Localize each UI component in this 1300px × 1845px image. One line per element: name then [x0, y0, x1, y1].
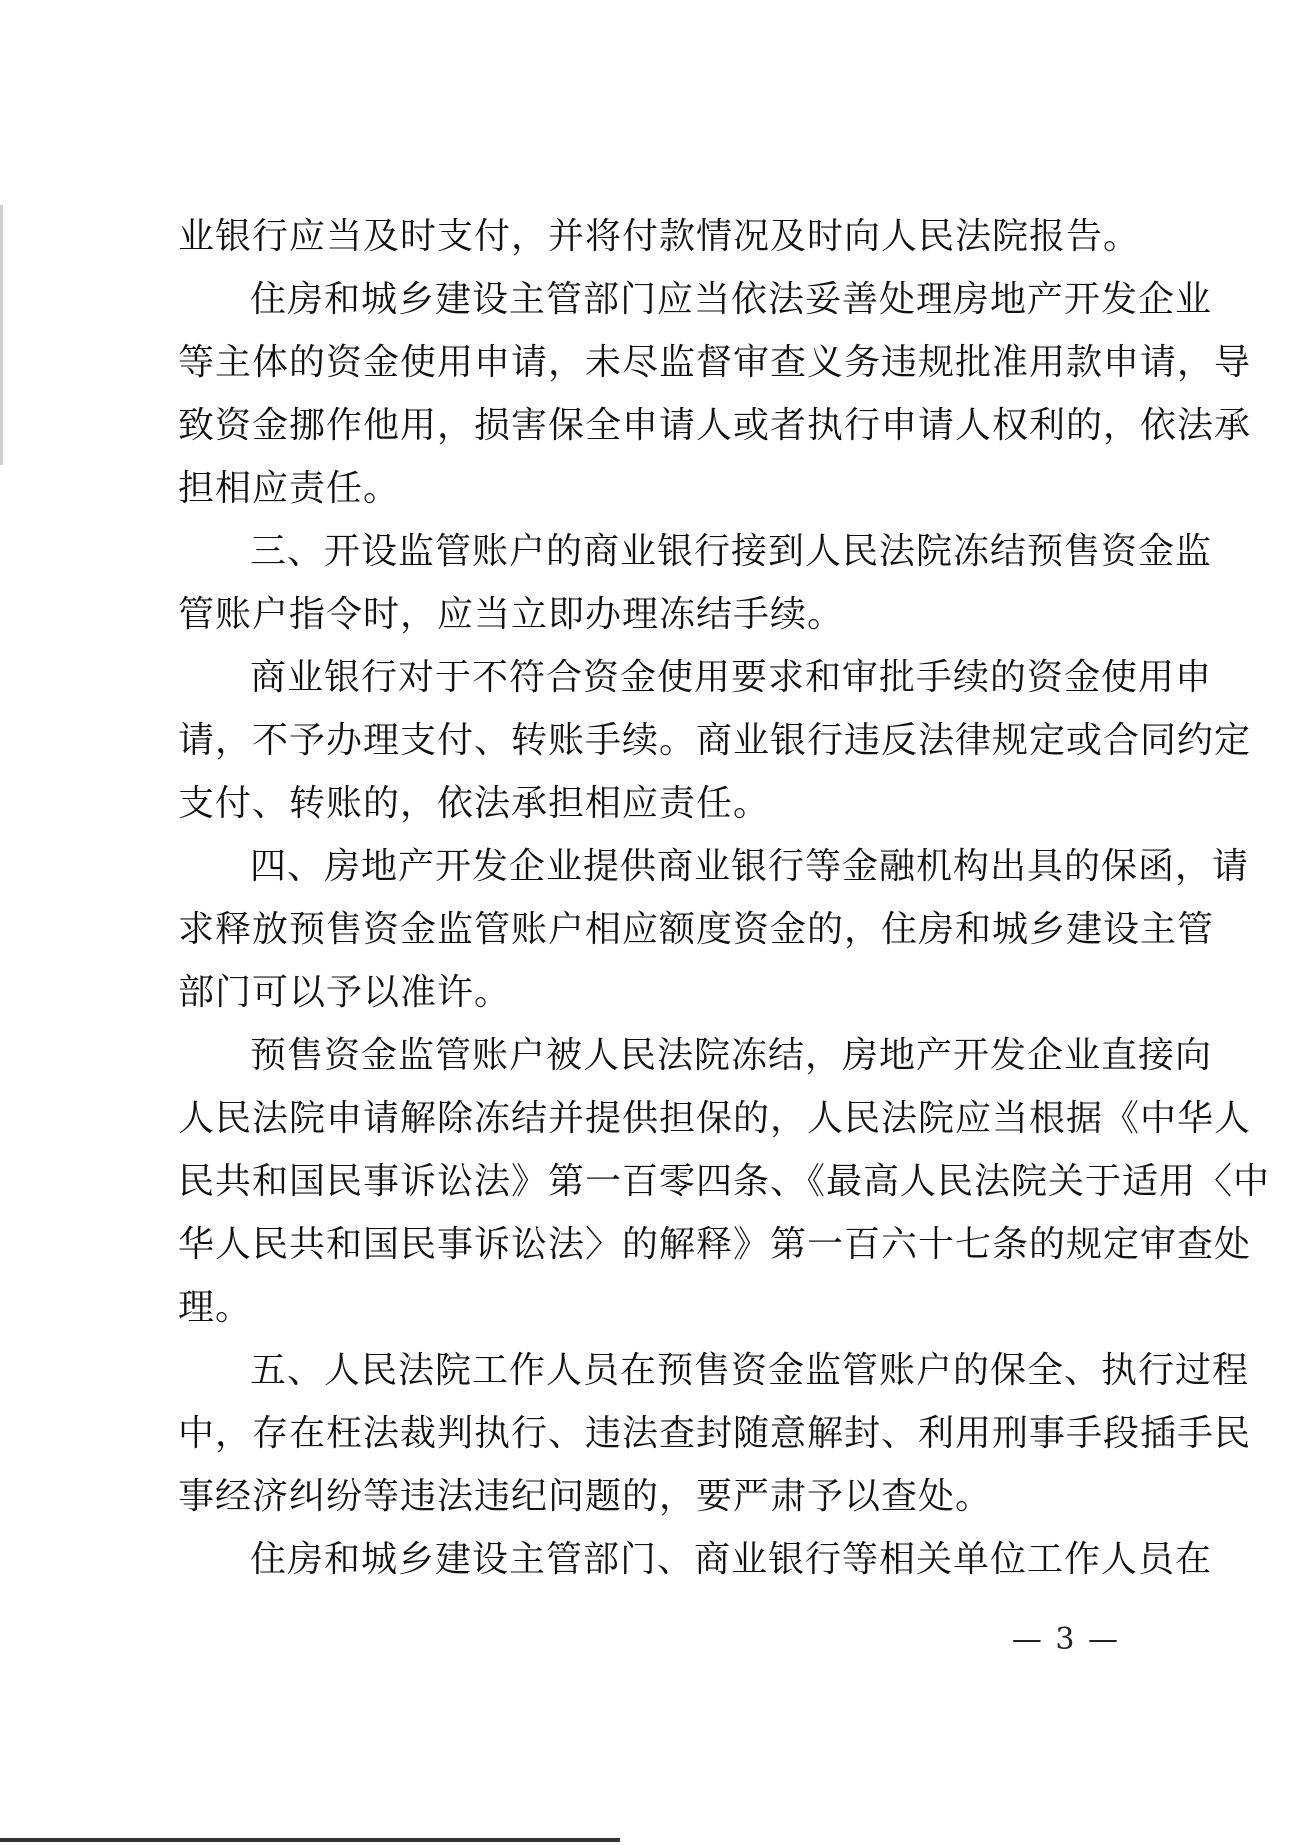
text-line: 中，存在枉法裁判执行、违法查封随意解封、利用刑事手段插手民: [178, 1413, 1252, 1454]
page-number: — 3 —: [1011, 1622, 1120, 1657]
text-line: 住房和城乡建设主管部门、商业银行等相关单位工作人员在: [250, 1539, 1213, 1580]
text-line: 理。: [178, 1287, 253, 1328]
text-line: 事经济纠纷等违法违纪问题的，要严肃予以查处。: [178, 1476, 993, 1517]
text-line: 等主体的资金使用申请，未尽监督审查义务违规批准用款申请，导: [178, 342, 1252, 383]
text-line: 求释放预售资金监管账户相应额度资金的，住房和城乡建设主管: [178, 909, 1215, 950]
scan-edge: [0, 205, 3, 465]
body-text: [178, 205, 1271, 1591]
text-line: 人民法院申请解除冻结并提供担保的，人民法院应当根据《中华人: [178, 1098, 1252, 1139]
text-line: 管账户指令时，应当立即办理冻结手续。: [178, 594, 845, 635]
text-line: 四、房地产开发企业提供商业银行等金融机构出具的保函，请: [250, 846, 1250, 887]
text-line: 支付、转账的，依法承担相应责任。: [178, 783, 771, 824]
text-line: 预售资金监管账户被人民法院冻结，房地产开发企业直接向: [250, 1035, 1213, 1076]
text-line: 三、开设监管账户的商业银行接到人民法院冻结预售资金监: [250, 531, 1213, 572]
text-line: 业银行应当及时支付，并将付款情况及时向人民法院报告。: [178, 216, 1141, 257]
text-line: 民共和国民事诉讼法》第一百零四条、《最高人民法院关于适用〈中: [178, 1161, 1271, 1202]
text-line: 部门可以予以准许。: [178, 972, 512, 1013]
text-line: 住房和城乡建设主管部门应当依法妥善处理房地产开发企业: [250, 279, 1213, 320]
text-line: 致资金挪作他用，损害保全申请人或者执行申请人权利的，依法承: [178, 405, 1252, 446]
text-line: 五、人民法院工作人员在预售资金监管账户的保全、执行过程: [250, 1350, 1250, 1391]
text-line: 华人民共和国民事诉讼法〉的解释》第一百六十七条的规定审查处: [178, 1224, 1252, 1265]
bottom-rule: [0, 1838, 620, 1842]
text-line: 请，不予办理支付、转账手续。商业银行违反法律规定或合同约定: [178, 720, 1252, 761]
text-line: 担相应责任。: [178, 468, 401, 509]
text-line: 商业银行对于不符合资金使用要求和审批手续的资金使用申: [250, 657, 1213, 698]
